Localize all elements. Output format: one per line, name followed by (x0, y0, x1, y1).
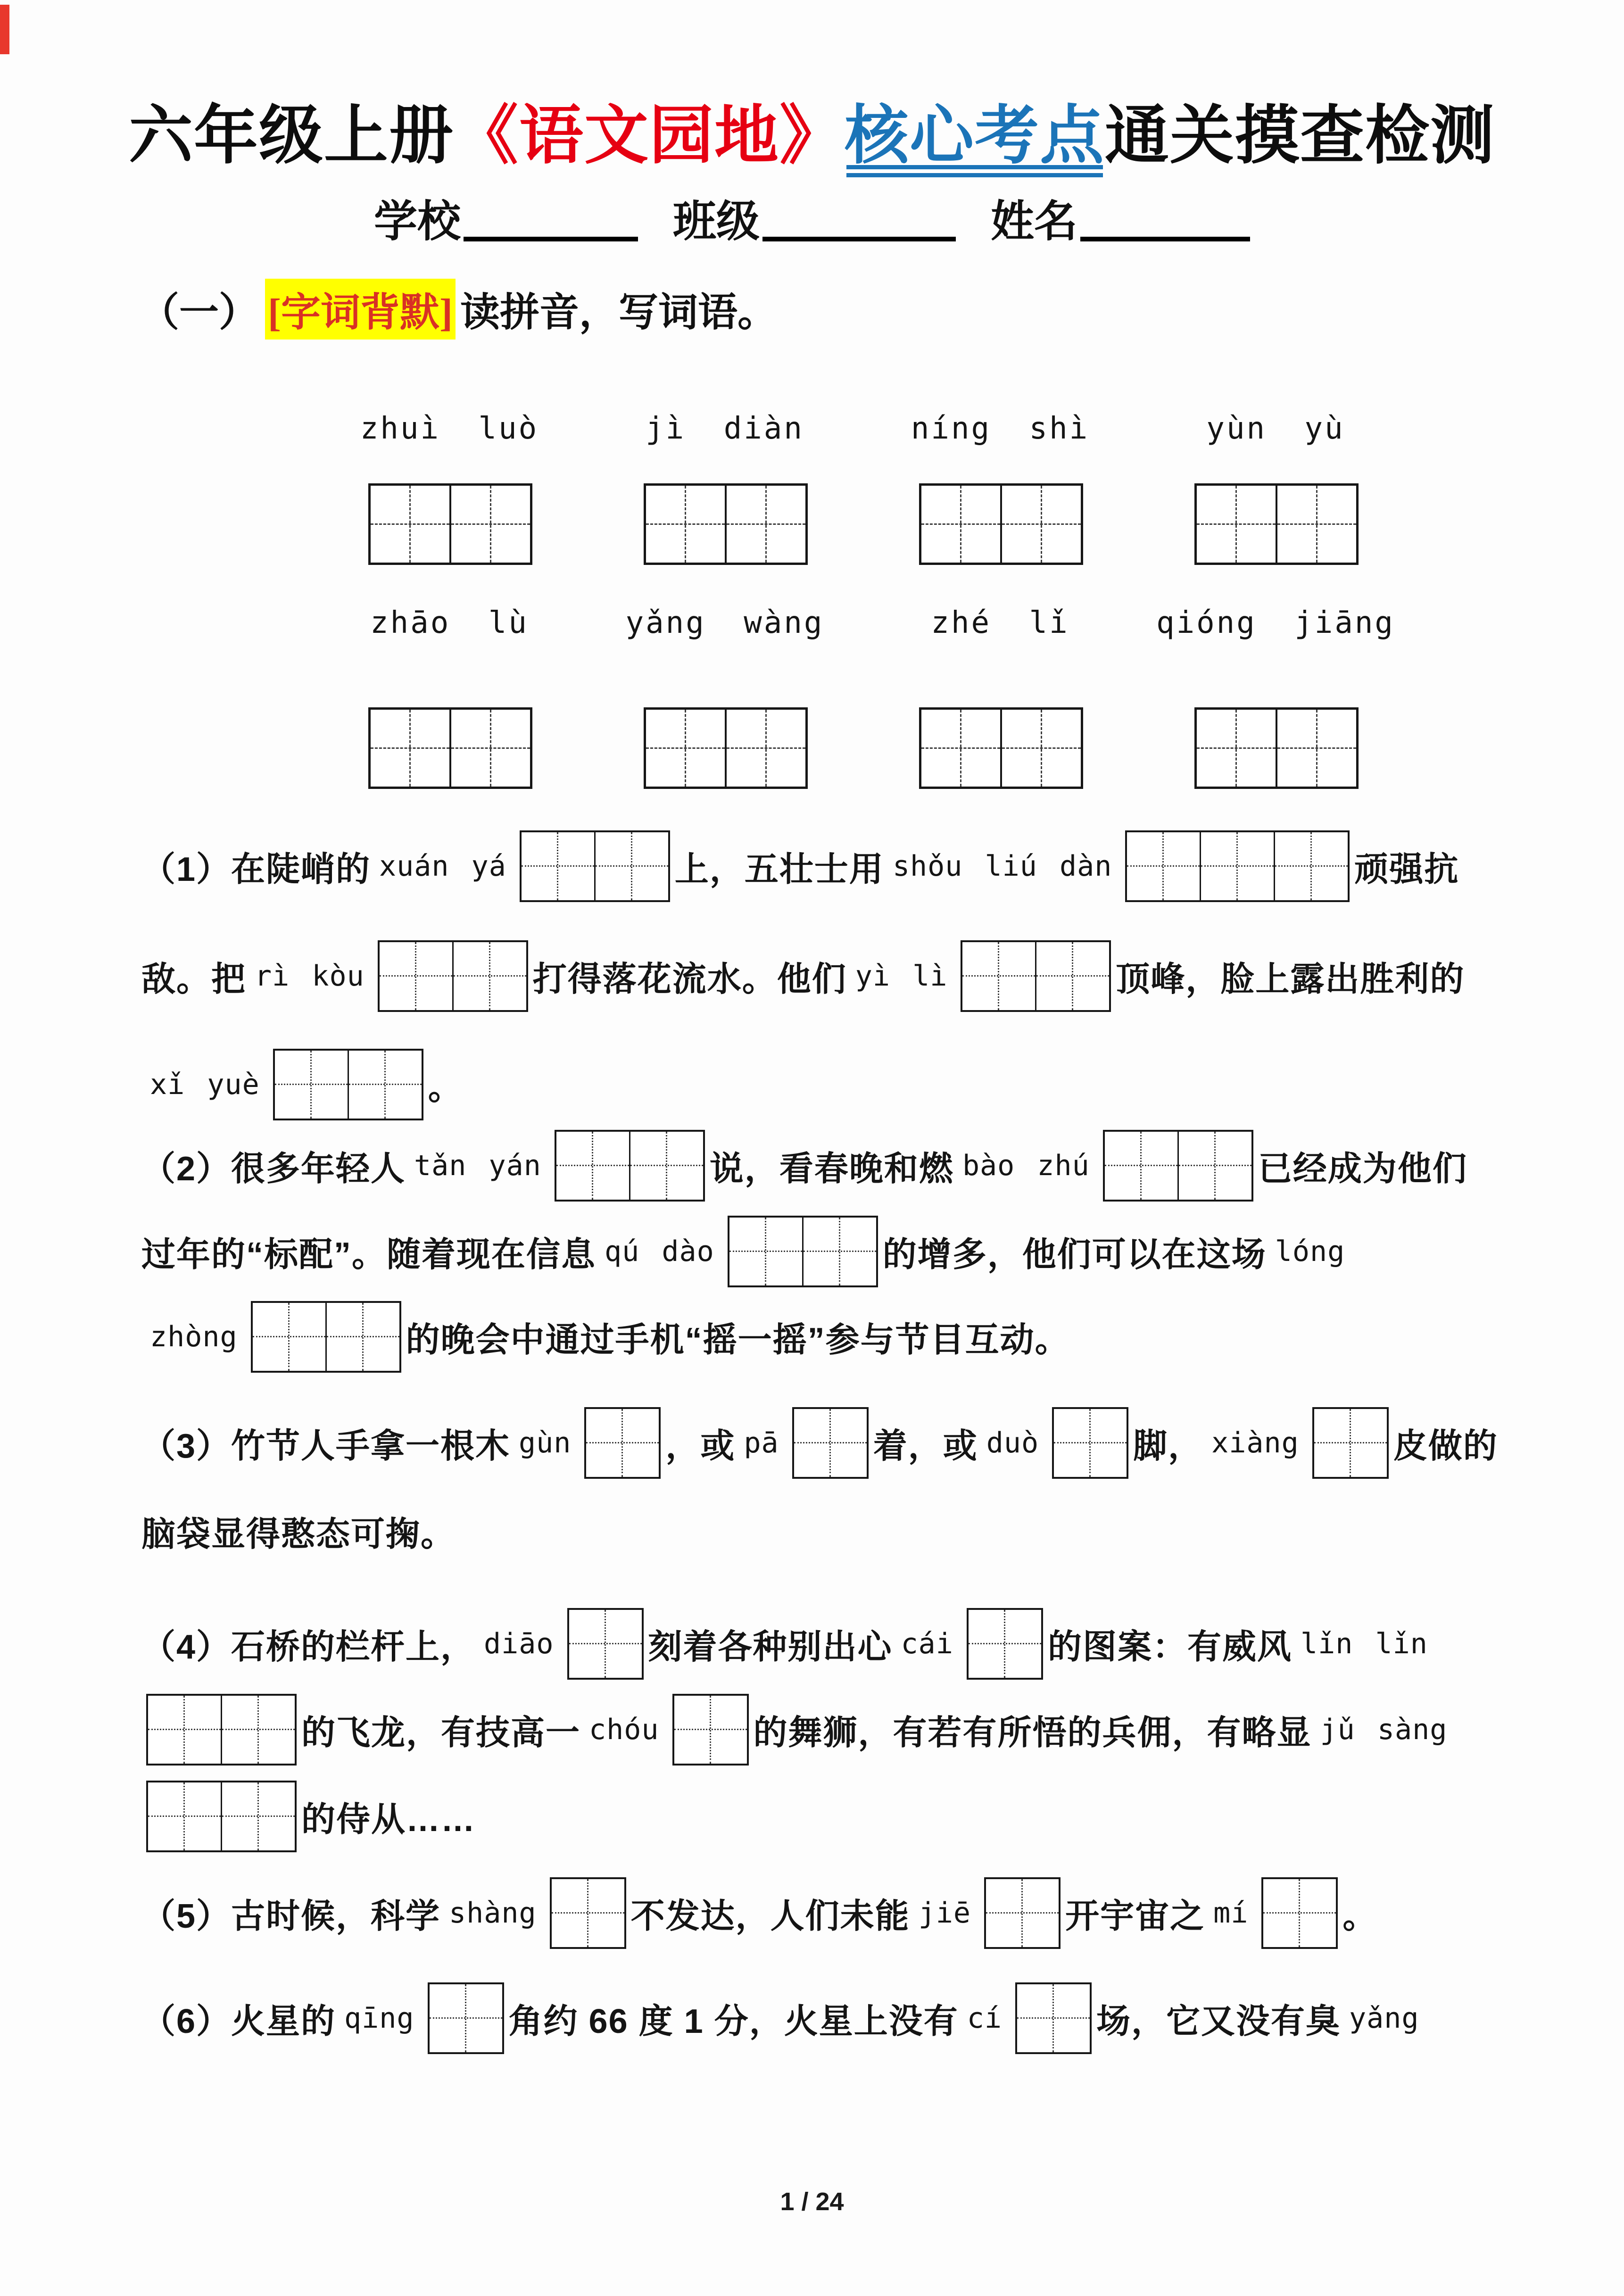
answer-cell[interactable] (962, 942, 1035, 1010)
sentence-line (141, 1116, 1467, 1215)
answer-box[interactable] (146, 1781, 297, 1852)
answer-cell[interactable] (569, 1610, 642, 1678)
answer-cell[interactable] (1054, 1409, 1127, 1477)
answer-cell[interactable] (1197, 710, 1276, 787)
answer-cell[interactable] (646, 486, 725, 563)
sentence-line (141, 1287, 1070, 1386)
answer-box[interactable] (428, 1982, 504, 2054)
pinyin-label: zhuì luò (360, 411, 539, 446)
answer-box[interactable] (368, 707, 532, 789)
fill-blank[interactable] (1080, 237, 1250, 241)
answer-box[interactable] (1194, 707, 1359, 789)
page-title (0, 101, 1624, 172)
sentence-text: （2）很多年轻人 (141, 1150, 406, 1188)
answer-box[interactable] (672, 1694, 749, 1766)
pinyin-label: yùn yù (1206, 411, 1345, 446)
inline-pinyin: cái (901, 1627, 953, 1660)
answer-box[interactable] (1312, 1407, 1389, 1479)
answer-cell[interactable] (221, 1696, 295, 1764)
sentence-text: 打得落花流水。他们 (532, 961, 847, 998)
title-segment: 通关摸查检测 (1105, 101, 1495, 172)
sentence-text: 不发达，人们未能 (630, 1898, 910, 1935)
section-tag: [字词背默] (265, 279, 456, 340)
answer-box[interactable] (1261, 1877, 1338, 1949)
sentence-text: 的侍从…… (301, 1801, 476, 1839)
pinyin-label: zhāo lù (370, 605, 529, 640)
inline-pinyin: shàng (449, 1897, 537, 1930)
sentence-text: 敌。把 (141, 961, 247, 998)
answer-cell[interactable] (1177, 1132, 1251, 1200)
section-header (140, 279, 777, 339)
sentence-text: ，或 (665, 1427, 736, 1465)
answer-box[interactable] (378, 940, 528, 1012)
pinyin-label: jì diàn (646, 411, 804, 446)
answer-cell[interactable] (794, 1409, 867, 1477)
answer-cell[interactable] (674, 1696, 747, 1764)
inline-pinyin: jiē (918, 1897, 971, 1930)
inline-pinyin: rì kòu (255, 960, 365, 993)
answer-box[interactable] (644, 483, 808, 565)
answer-cell[interactable] (586, 1409, 659, 1477)
answer-cell[interactable] (552, 1879, 624, 1947)
sentence-text: 已经成为他们 (1258, 1150, 1467, 1188)
answer-box[interactable] (555, 1130, 705, 1202)
sentence-line (141, 1864, 1377, 1963)
answer-cell[interactable] (221, 1782, 295, 1850)
answer-box[interactable] (919, 483, 1083, 565)
answer-cell[interactable] (275, 1051, 348, 1119)
answer-cell[interactable] (1314, 1409, 1387, 1477)
answer-cell[interactable] (1000, 710, 1081, 787)
answer-box[interactable] (1103, 1130, 1253, 1202)
sentence-text: 场，它又没有臭 (1096, 2003, 1341, 2040)
sentence-line (141, 1594, 1436, 1693)
answer-cell[interactable] (1276, 486, 1356, 563)
answer-box[interactable] (728, 1216, 878, 1287)
sentence-text: （4）石桥的栏杆上， (141, 1628, 476, 1666)
inline-pinyin: qú dào (605, 1235, 714, 1268)
inline-pinyin: chóu (589, 1713, 659, 1746)
pinyin-label: qióng jiāng (1156, 605, 1395, 640)
answer-cell[interactable] (921, 710, 1000, 787)
answer-cell[interactable] (371, 710, 449, 787)
answer-cell[interactable] (986, 1879, 1059, 1947)
inline-pinyin: pā (744, 1426, 779, 1459)
info-field-label: 学校 (373, 198, 461, 246)
sentence-line (141, 927, 1465, 1026)
answer-cell[interactable] (646, 710, 725, 787)
answer-cell[interactable] (1263, 1879, 1336, 1947)
inline-pinyin: xǐ yuè (150, 1068, 260, 1101)
answer-box[interactable] (984, 1877, 1061, 1949)
answer-box[interactable] (146, 1694, 297, 1766)
answer-box[interactable] (567, 1608, 644, 1680)
answer-cell[interactable] (1276, 710, 1356, 787)
answer-cell[interactable] (148, 1696, 221, 1764)
answer-cell[interactable] (380, 942, 452, 1010)
answer-cell[interactable] (325, 1303, 399, 1371)
answer-cell[interactable] (452, 942, 526, 1010)
answer-box[interactable] (1194, 483, 1359, 565)
answer-box[interactable] (251, 1301, 401, 1373)
corner-red-mark (0, 5, 9, 54)
student-info-fields (0, 198, 1624, 246)
sentence-text: 刻着各种别出心 (648, 1628, 893, 1666)
answer-cell[interactable] (1035, 942, 1109, 1010)
sentence-text: 的增多，他们可以在这场 (882, 1236, 1267, 1274)
sentence-text: 。 (1342, 1898, 1378, 1935)
answer-cell[interactable] (729, 1218, 802, 1285)
sentence-text: 上，五壮士用 (674, 851, 884, 888)
inline-pinyin: duò (986, 1426, 1039, 1459)
sentence-line (141, 1969, 1427, 2068)
answer-box[interactable] (961, 940, 1111, 1012)
fill-blank[interactable] (464, 237, 638, 241)
fill-blank[interactable] (762, 237, 956, 241)
answer-box[interactable] (919, 707, 1083, 789)
inline-pinyin: shǒu liú dàn (892, 850, 1112, 883)
answer-cell[interactable] (371, 486, 449, 563)
inline-pinyin: zhòng (150, 1320, 238, 1353)
page-number: 1 / 24 (780, 2188, 844, 2216)
answer-cell[interactable] (348, 1051, 422, 1119)
answer-cell[interactable] (449, 710, 530, 787)
sentence-text: 过年的“标配”。随着现在信息 (141, 1236, 597, 1274)
sentence-text: 着，或 (873, 1427, 978, 1465)
info-field (373, 198, 638, 246)
answer-cell[interactable] (522, 832, 594, 900)
answer-cell[interactable] (725, 486, 805, 563)
sentence-text: 角约 66 度 1 分，火星上没有 (508, 2003, 959, 2040)
answer-cell[interactable] (1000, 486, 1081, 563)
answer-cell[interactable] (725, 710, 805, 787)
answer-box[interactable] (1052, 1407, 1128, 1479)
inline-pinyin: lóng (1275, 1235, 1345, 1268)
answer-cell[interactable] (1200, 832, 1274, 900)
answer-cell[interactable] (253, 1303, 325, 1371)
sentence-text: 开宇宙之 (1065, 1898, 1205, 1935)
answer-box[interactable] (273, 1049, 423, 1120)
inline-pinyin: bào zhú (962, 1149, 1090, 1182)
inline-pinyin: mí (1213, 1897, 1249, 1930)
pinyin-label: yǎng wàng (625, 605, 824, 640)
sentence-text: （5）古时候，科学 (141, 1898, 441, 1935)
info-field (991, 198, 1250, 246)
sentence-text: 说，看春晚和燃 (709, 1150, 954, 1188)
answer-cell[interactable] (1127, 832, 1200, 900)
answer-cell[interactable] (1105, 1132, 1177, 1200)
sentence-text: （6）火星的 (141, 2003, 336, 2040)
sentence-text: 皮做的 (1393, 1427, 1498, 1465)
answer-box[interactable] (550, 1877, 626, 1949)
sentence-text: 的舞狮，有若有所悟的兵佣，有略显 (753, 1714, 1312, 1752)
answer-cell[interactable] (1274, 832, 1348, 900)
inline-pinyin: qīng (344, 2002, 414, 2035)
answer-box[interactable] (967, 1608, 1043, 1680)
sentence-line (141, 1482, 456, 1581)
answer-cell[interactable] (1197, 486, 1276, 563)
answer-box[interactable] (1015, 1982, 1092, 2054)
answer-cell[interactable] (969, 1610, 1041, 1678)
answer-box[interactable] (792, 1407, 869, 1479)
answer-cell[interactable] (449, 486, 530, 563)
sentence-text: 的图案：有威风 (1047, 1628, 1292, 1666)
answer-cell[interactable] (556, 1132, 629, 1200)
answer-box[interactable] (368, 483, 532, 565)
inline-pinyin: cí (967, 2002, 1002, 2035)
inline-pinyin: xiàng (1211, 1426, 1299, 1459)
info-field-label: 姓名 (991, 198, 1078, 246)
sentence-line (141, 1680, 1456, 1779)
answer-cell[interactable] (148, 1782, 221, 1850)
answer-box[interactable] (520, 830, 670, 902)
sentence-text: 顽强抗 (1354, 851, 1459, 888)
title-double-underline-icon (846, 165, 1103, 177)
info-field (672, 198, 956, 246)
title-segment: 核心考点 (845, 107, 1105, 166)
sentence-line (141, 817, 1459, 916)
inline-pinyin: xuán yá (379, 850, 506, 883)
inline-pinyin: yì lì (855, 960, 948, 993)
sentence-text: 的晚会中通过手机“摇一摇”参与节目互动。 (406, 1321, 1070, 1359)
inline-pinyin: yǎng (1349, 2002, 1419, 2035)
sentence-text: 脑袋显得憨态可掬。 (141, 1516, 456, 1553)
answer-box[interactable] (584, 1407, 661, 1479)
pinyin-label: níng shì (911, 411, 1090, 446)
answer-cell[interactable] (802, 1218, 876, 1285)
inline-pinyin: lǐn lǐn (1300, 1627, 1428, 1660)
sentence-text: 脚， (1133, 1427, 1203, 1465)
sentence-text: （1）在陡峭的 (141, 851, 371, 888)
inline-pinyin: jǔ sàng (1320, 1713, 1448, 1746)
title-segment: 《语文园地》 (454, 101, 845, 172)
title-segment: 六年级上册 (129, 101, 454, 172)
sentence-text: 顶峰，脸上露出胜利的 (1116, 961, 1465, 998)
sentence-line (141, 1393, 1498, 1492)
sentence-line (141, 1767, 476, 1866)
section-number: （一） (140, 290, 259, 335)
answer-cell[interactable] (594, 832, 668, 900)
answer-cell[interactable] (629, 1132, 703, 1200)
info-field-label: 班级 (672, 198, 760, 246)
sentence-text: （3）竹节人手拿一根木 (141, 1427, 511, 1465)
inline-pinyin: diāo (484, 1627, 554, 1660)
sentence-text: 。 (428, 1069, 463, 1107)
pinyin-label: zhé lǐ (931, 605, 1069, 640)
inline-pinyin: gùn (519, 1426, 572, 1459)
answer-cell[interactable] (921, 486, 1000, 563)
answer-box[interactable] (644, 707, 808, 789)
answer-cell[interactable] (430, 1984, 502, 2052)
section-instruction: 读拼音，写词语。 (460, 290, 777, 335)
sentence-text: 的飞龙，有技高一 (301, 1714, 581, 1752)
sentence-line (141, 1202, 1353, 1301)
answer-cell[interactable] (1017, 1984, 1090, 2052)
inline-pinyin: tǎn yán (414, 1149, 541, 1182)
answer-box[interactable] (1125, 830, 1350, 902)
